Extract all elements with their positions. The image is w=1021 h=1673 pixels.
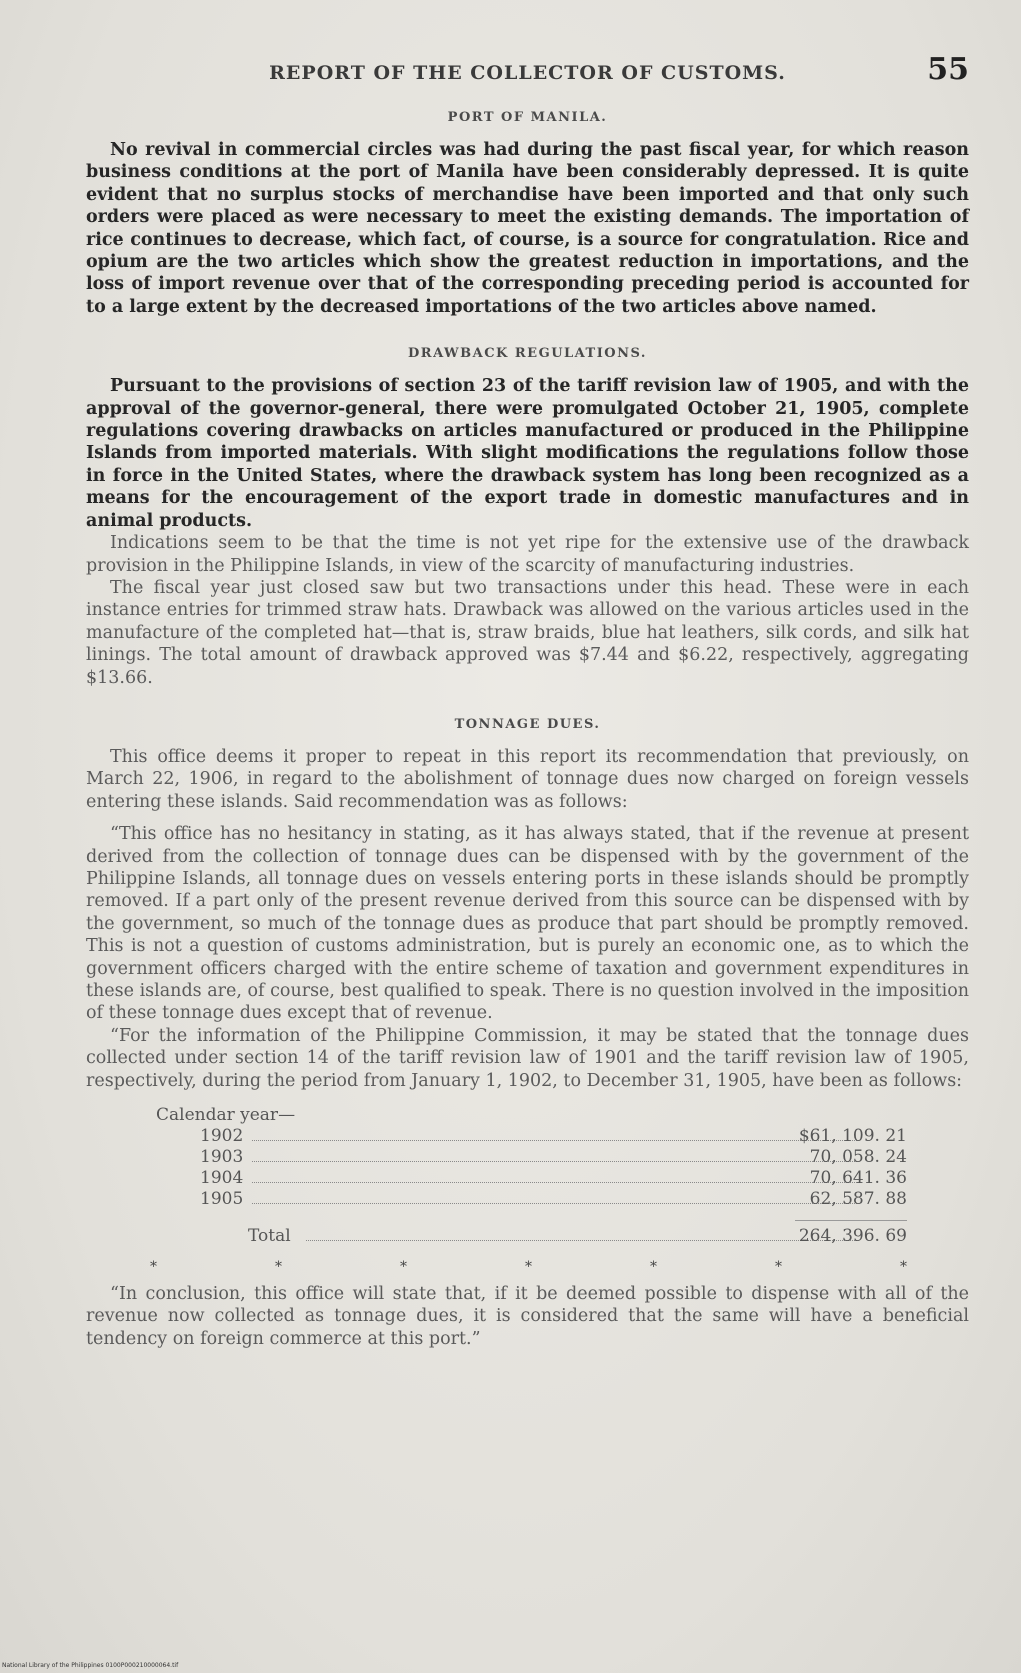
row-year: 1903 (200, 1147, 244, 1168)
total-amount: 264, 396. 69 (798, 1226, 907, 1247)
star-mark: * (775, 1259, 782, 1276)
paragraph-drawback-3: The fiscal year just closed saw but two transactions under this head. These were in each instance entries for trimmed straw hats. Drawback was allowed on the various articles used in the manufacture of the completed hat—that is, straw braids, blue hat leathers, silk cords, and silk hat linings. The total amount of drawback approved was $7.44 and $6.22, respectively, aggregating $13.66. (86, 577, 969, 688)
star-mark: * (400, 1259, 407, 1276)
page-body (86, 110, 969, 1350)
ellipsis-stars (86, 1259, 969, 1283)
paragraph-tonnage-3: “For the information of the Philippine Commission, it may be stated that the tonnage dues collected under section 14 of the tariff revision law of 1901 and the tariff revision law of 1905, respectively, during the period from January 1, 1902, to December 31, 1905, have been as follows: (86, 1025, 969, 1091)
dot-leader (252, 1161, 857, 1162)
row-amount: 70, 641. 36 (809, 1168, 907, 1189)
table-total-row (86, 1226, 969, 1247)
paragraph-tonnage-conclusion: “In conclusion, this office will state that, if it be deemed possible to dispense with all of the revenue now collected as tonnage dues, it is considered that the same will have a beneficial tendency on foreign commerce at this port.” (86, 1284, 969, 1349)
star-mark: * (525, 1259, 532, 1276)
table-row (86, 1168, 969, 1189)
star-mark: * (900, 1259, 907, 1276)
total-rule (795, 1220, 907, 1221)
section-heading-tonnage-dues: TONNAGE DUES. (454, 716, 601, 732)
scan-footer-note: National Library of the Philippines 0100P000210000064.tif (2, 1662, 179, 1669)
paragraph-drawback-1: Pursuant to the provisions of section 23 of the tariff revision law of 1905, and with the approval of the governor-general, there were promulgated October 21, 1905, complete regulations covering drawbacks on articles manufactured or produced in the Philippine Islands from imported materials. With slight modifications the regulations follow those in force in the United States, where the drawback system has long been recognized as a means for the encouragement of the export trade in domestic manufactures and in animal products. (86, 376, 969, 531)
paragraph-port-of-manila: No revival in commercial circles was had during the past fiscal year, for which reason business conditions at the port of Manila have been considerably depressed. It is quite evident that no surplus stocks of merchandise have been imported and that only such orders were placed as were necessary to meet the existing demands. The importation of rice continues to decrease, which fact, of course, is a source for congratulation. Rice and opium are the two articles which show the greatest reduction in importations, and the loss of import revenue over that of the corresponding preceding period is accounted for to a large extent by the decreased importations of the two articles above named. (86, 140, 969, 317)
row-year: 1904 (200, 1168, 244, 1189)
row-year: 1902 (200, 1126, 244, 1147)
star-mark: * (150, 1259, 157, 1276)
table-row (86, 1147, 969, 1168)
star-mark: * (275, 1259, 282, 1276)
star-mark: * (650, 1259, 657, 1276)
total-label: Total (248, 1226, 291, 1247)
dot-leader (252, 1140, 857, 1141)
section-heading-port-of-manila: PORT OF MANILA. (447, 110, 608, 125)
section-heading-drawback-regulations: DRAWBACK REGULATIONS. (408, 346, 647, 362)
page-header (86, 52, 969, 92)
paragraph-tonnage-1: This office deems it proper to repeat in this report its recommendation that previously, on March 22, 1906, in regard to the abolishment of tonnage dues now charged on foreign vessels entering these islands. Said recommendation was as follows: (86, 746, 969, 812)
table-row (86, 1189, 969, 1210)
paragraph-tonnage-2: “This office has no hesitancy in stating, as it has always stated, that if the revenue at present derived from the collection of tonnage dues can be dispensed with by the government of the Philippine Islands, all tonnage dues on vessels entering ports in these islands should be promptly removed. If a part only of the present revenue derived from this source can be dispensed with by the government, so much of the tonnage dues as produce that part should be promptly removed. This is not a question of customs administration, but is purely an economic one, as to which the government officers charged with the entire scheme of taxation and government expenditures in these islands are, of course, best qualified to speak. There is no question involved in the imposition of these tonnage dues except that of revenue. (86, 824, 969, 1024)
tonnage-dues-table (86, 1104, 969, 1247)
row-amount: $61, 109. 21 (798, 1126, 907, 1147)
dot-leader (252, 1203, 857, 1204)
paragraph-drawback-2: Indications seem to be that the time is not yet ripe for the extensive use of the drawback provision in the Philippine Islands, in view of the scarcity of manufacturing industries. (86, 533, 969, 576)
dot-leader (252, 1182, 857, 1183)
running-head: REPORT OF THE COLLECTOR OF CUSTOMS. (269, 62, 786, 84)
row-amount: 62, 587. 88 (809, 1189, 907, 1210)
row-amount: 70, 058. 24 (809, 1147, 907, 1168)
dot-leader (306, 1240, 857, 1241)
table-row (86, 1126, 969, 1147)
row-year: 1905 (200, 1189, 244, 1210)
table-caption: Calendar year— (156, 1105, 296, 1126)
page-number: 55 (927, 52, 969, 87)
